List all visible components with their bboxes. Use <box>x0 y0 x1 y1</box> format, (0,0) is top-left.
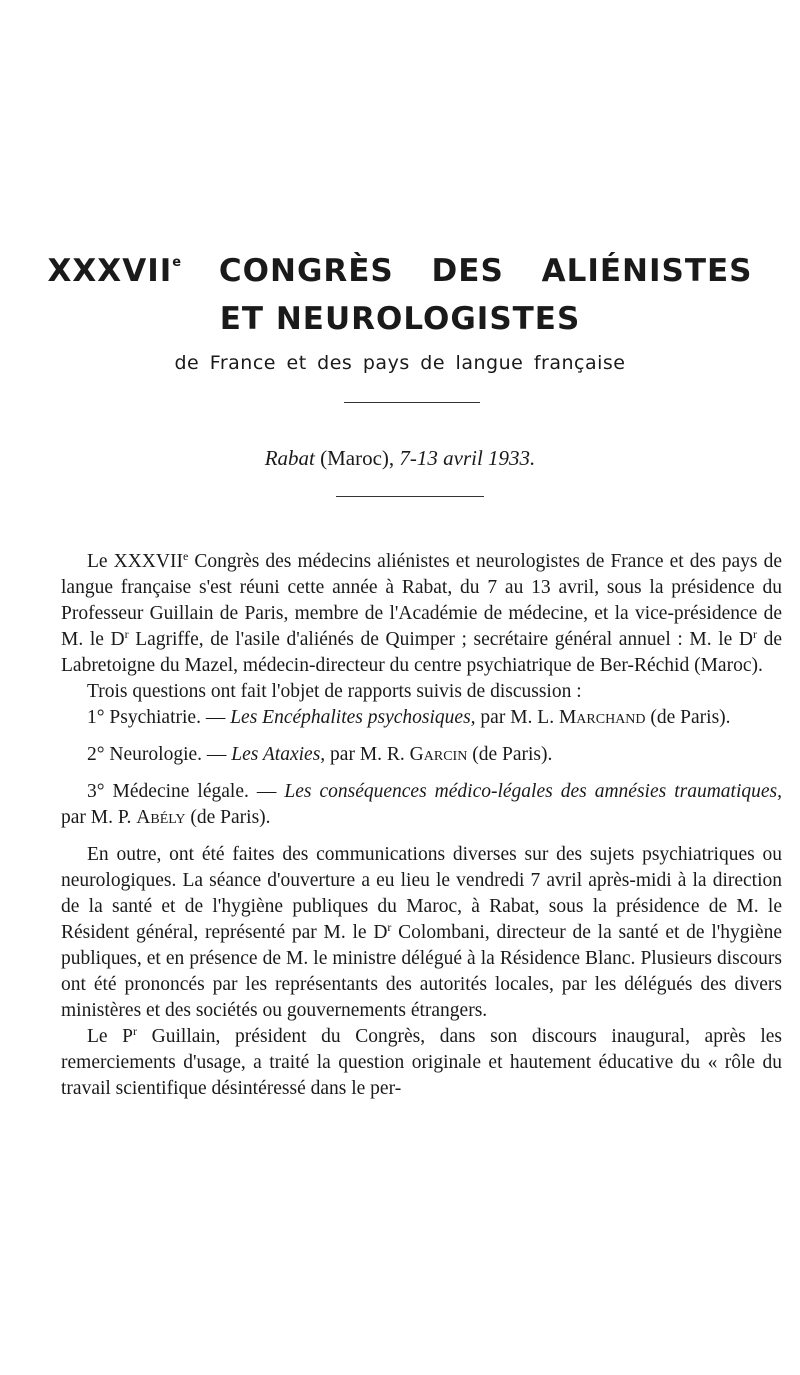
title-numeral: XXXVII <box>47 253 173 289</box>
text-run: (de Paris). <box>467 744 553 765</box>
divider-rule <box>344 402 480 403</box>
title-line-1 <box>40 253 760 289</box>
text-run: Le P <box>87 1026 134 1047</box>
text-run: par M. R. <box>325 744 410 765</box>
question-legal-medicine <box>61 779 782 831</box>
article-body <box>61 549 782 1102</box>
divider-rule <box>336 496 484 497</box>
paragraph-opening-session <box>61 842 782 1024</box>
place-country: (Maroc), <box>320 446 395 470</box>
question-psychiatry <box>61 705 782 731</box>
report-title: Les Encéphalites psychosiques, <box>230 707 476 728</box>
text-run: Colombani, directeur de la santé et de l'hygiène publiques, et en présence de M. le ministre délégué à la Résidence Blanc. Plusieurs discours ont été prononcés par les représentants des autorités locales, par les délégués des divers ministères et des sociétés ou gouvernements étrangers. <box>61 922 782 1021</box>
superscript: r <box>124 627 129 641</box>
text-run: par M. P. <box>61 807 137 828</box>
superscript: r <box>752 627 757 641</box>
text-run: de Labretoigne du Mazel, médecin-directeur du centre psychiatrique de Ber-Réchid (Maroc). <box>61 629 782 676</box>
superscript: r <box>133 1024 138 1038</box>
text-run: (de Paris). <box>185 807 271 828</box>
place-dates: 7-13 avril 1933. <box>399 446 536 470</box>
text-run: Le XXXVII <box>87 551 183 572</box>
text-run: Guillain, président du Congrès, dans son discours inaugural, après les remerciements d'usage, a traité la question originale et hautement éducative du « rôle du travail scientifique désintéressé dans le per- <box>61 1026 782 1099</box>
author-name: Abély <box>136 807 186 828</box>
place-city: Rabat <box>264 446 315 470</box>
text-run: (de Paris). <box>645 707 731 728</box>
report-title: Les conséquences médico-légales des amnésies traumatiques, <box>284 781 782 802</box>
subtitle: de France et des pays de langue française <box>174 352 626 374</box>
text-run: par M. L. <box>475 707 559 728</box>
text-run: Congrès des médecins aliénistes et neurologistes de France et des pays de langue française s'est réuni cette année à Rabat, du 7 au 13 avril, sous la présidence du Professeur Guillain de Paris, membre de l'Académie de médecine, et la vice-présidence de M. le D <box>61 551 782 650</box>
paragraph-inaugural-speech <box>61 1024 782 1102</box>
author-name: Marchand <box>558 707 646 728</box>
paragraph-intro <box>61 549 782 679</box>
title-congres: CONGRÈS DES ALIÉNISTES <box>218 253 753 289</box>
text-run: 1° Psychiatrie. — <box>87 707 231 728</box>
superscript: r <box>387 920 392 934</box>
title-numeral-suffix: e <box>172 255 182 270</box>
superscript: e <box>182 549 189 563</box>
paragraph-questions: Trois questions ont fait l'objet de rapports suivis de discussion : <box>87 681 582 702</box>
author-name: Garcin <box>409 744 468 765</box>
question-neurology <box>61 742 782 768</box>
place-and-date <box>40 446 760 471</box>
text-run: 2° Neurologie. — <box>87 744 232 765</box>
report-title: Les Ataxies, <box>231 744 326 765</box>
text-run: 3° Médecine légale. — <box>87 781 285 802</box>
title-line-2: ET NEUROLOGISTES <box>219 301 581 337</box>
text-run: Lagriffe, de l'asile d'aliénés de Quimper ; secrétaire général annuel : M. le D <box>128 629 753 650</box>
text-run: En outre, ont été faites des communications diverses sur des sujets psychiatriques ou neurologiques. La séance d'ouverture a eu lieu le vendredi 7 avril après-midi à la direction de la santé et de l'hygiène publiques du Maroc, à Rabat, sous la présidence de M. le Résident général, représenté par M. le D <box>61 844 782 943</box>
